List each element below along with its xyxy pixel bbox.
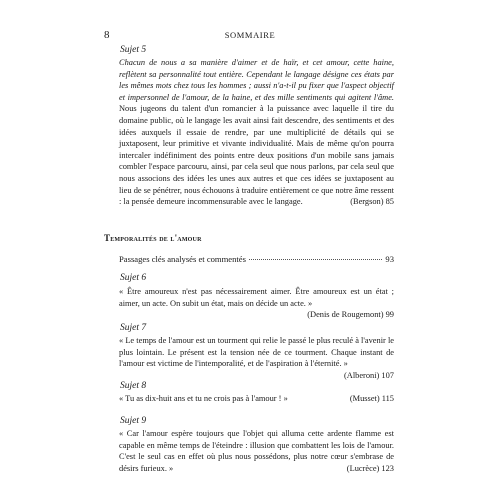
- sujet-5-text: [119, 57, 394, 208]
- sujet-7-quote: « Le temps de l'amour est un tourment qui relie le passé le plus reculé à l'avenir le plus lointain. Le présent est la tension née de ce tourment. Chaque instant de l'amour est victime de l'intemporalité, et de l'aspiration à l'éternité. »: [119, 336, 394, 369]
- sujet-5-italic-quote: Chacun de nous a sa manière d'aimer et de haïr, et cet amour, cette haine, reflètent sa personnalité tout entière. Cependant le langage désigne ces états par les mêmes mots chez tous les hommes ; aussi n'a-t-il pu fixer que l'aspect objectif et impersonnel de l'amour, de la haine, et des mille sentiments qui agitent l'âme.: [119, 58, 394, 102]
- sujet-5-roman-text: Nous jugeons du talent d'un romancier à la puissance avec laquelle il tire du domaine public, où le langage les avait ainsi fait descendre, des sentiments et des idées auxquels il essaie de rendre, par une multiplicité de détails qui se juxtaposent, leur primitive et vivante individualité. Mais de même qu'on pourra intercaler indéfiniment des points entre deux positions d'un mobile sans jamais combler l'espace parcouru, ainsi, par cela seul que nous parlons, par cela seul que nous associons des idées les unes aux autres et que ces idées se juxtaposent au lieu de se pénétrer, nous échouons à traduire entièrement ce que notre âme ressent : la pensée demeure incommensurable avec le langage.: [119, 104, 394, 207]
- sujet-5-title: Sujet 5: [120, 45, 147, 55]
- sujet-8-attribution: (Musset) 115: [349, 394, 394, 403]
- page-number: 8: [104, 29, 110, 41]
- sujet-6-attribution: (Denis de Rougemont) 99: [307, 310, 394, 320]
- sujet-9-attribution: (Lucrèce) 123: [346, 463, 394, 473]
- sujet-9-quote: « Car l'amour espère toujours que l'objet qui alluma cette ardente flamme est capable en même temps de l'éteindre : illusion que combattent les lois de l'amour. C'est le seul cas en effet où plus nous possédons, plus notre cœur s'embrase de désirs furieux. »: [119, 429, 394, 473]
- sujet-8-quote: « Tu as dix-huit ans et tu ne crois pas à l'amour ! »: [119, 394, 288, 403]
- sujet-8-text: [119, 393, 394, 405]
- sujet-5-attribution: (Bergson) 85: [350, 197, 394, 207]
- sujet-6-text: [119, 286, 394, 321]
- sujet-9-title: Sujet 9: [120, 416, 147, 426]
- sujet-9-text: [119, 428, 394, 474]
- sujet-6-quote: « Être amoureux n'est pas nécessairement aimer. Être amoureux est un état ; aimer, un acte. On subit un état, mais on décide un acte. »: [119, 287, 394, 308]
- sujet-6-title: Sujet 6: [120, 273, 147, 283]
- sujet-7-attribution: (Alberoni) 107: [343, 370, 394, 380]
- toc-entry-page: 93: [385, 254, 394, 264]
- toc-entry-label: Passages clés analysés et commentés: [119, 254, 246, 264]
- section-heading: Temporalités de l'amour: [104, 233, 202, 243]
- sujet-7-text: [119, 335, 394, 381]
- toc-leader-dots: [249, 259, 382, 260]
- running-head: SOMMAIRE: [224, 30, 276, 40]
- toc-entry[interactable]: [119, 254, 394, 264]
- sujet-7-title: Sujet 7: [120, 323, 147, 333]
- sujet-8-title: Sujet 8: [120, 381, 147, 391]
